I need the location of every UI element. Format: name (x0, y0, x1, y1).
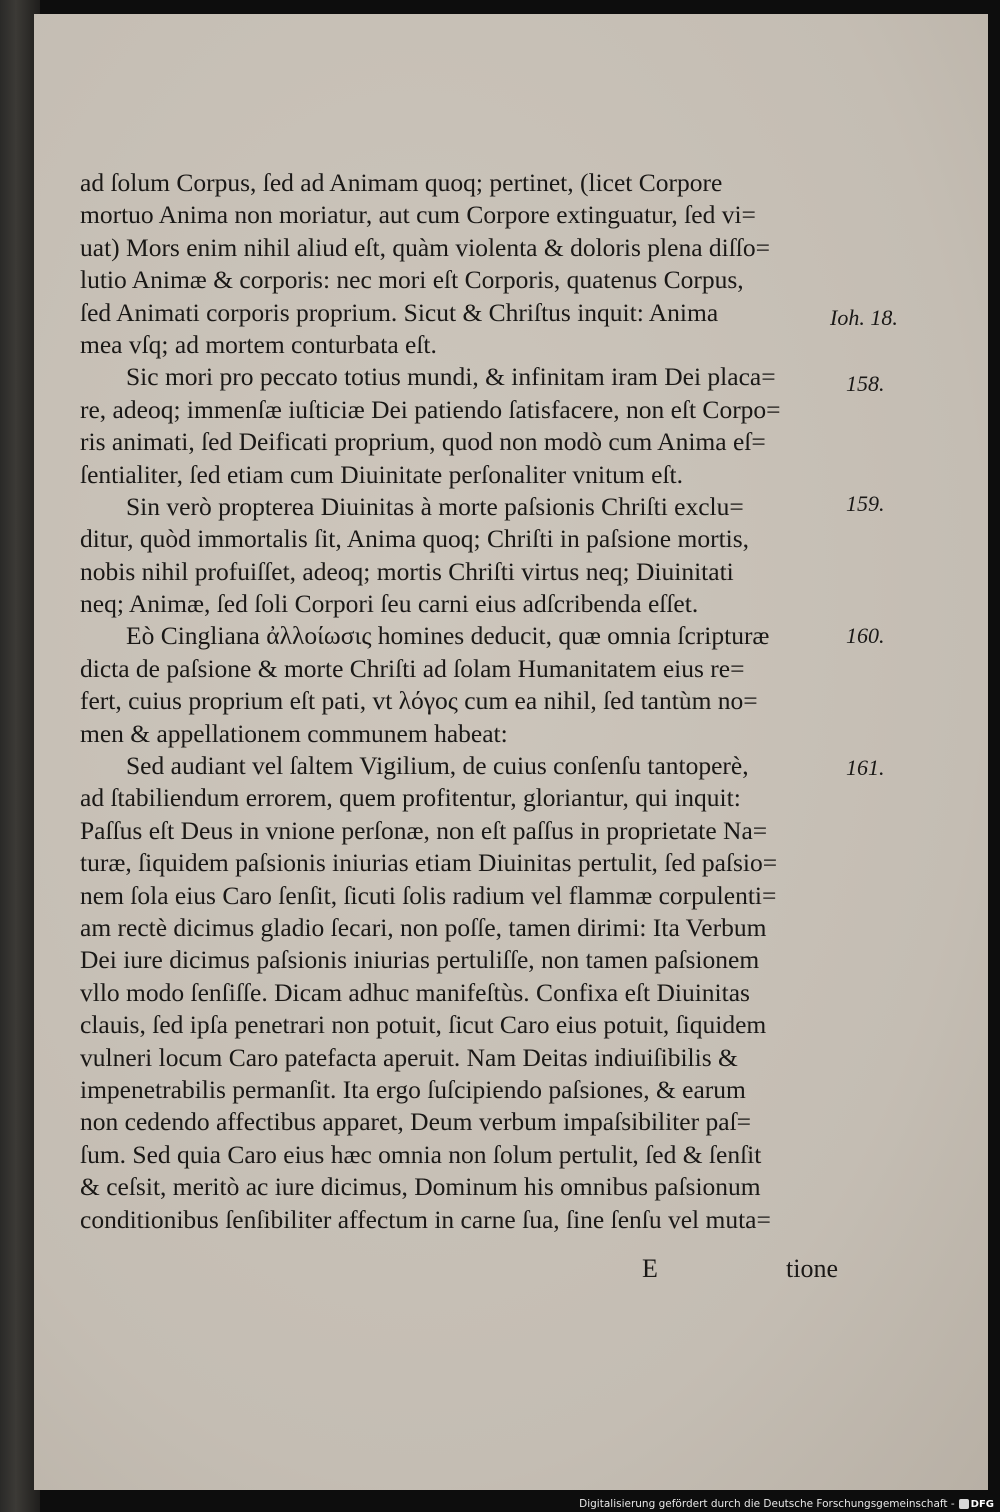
text-line: fert, cuius proprium eſt pati, vt λόγος cum ea nihil, ſed tantùm no= (80, 686, 758, 716)
text-line: neq; Animæ, ſed ſoli Corpori ſeu carni eius adſcribenda eſſet. (80, 589, 699, 619)
text-line: ſentialiter, ſed etiam cum Diuinitate perſonaliter vnitum eſt. (80, 459, 683, 489)
text-line: dicta de paſsione & morte Chriſti ad ſolam Humanitatem eius re= (80, 653, 745, 683)
text-line: ad ſolum Corpus, ſed ad Animam quoq; pertinet, (licet Corpore (80, 168, 723, 197)
text-line: re, adeoq; immenſæ iuſticiæ Dei patiendo ſatisfacere, non eſt Corpo= (80, 394, 781, 424)
text-line: ditur, quòd immortalis ſit, Anima quoq; Chriſti in paſsione mortis, (80, 524, 750, 554)
text-line: men & appellationem communem habeat: (80, 718, 508, 748)
margin-note-number: 160. (846, 623, 885, 648)
text-line: impenetrabilis permanſit. Ita ergo ſuſcipiendo paſsiones, & earum (80, 1074, 746, 1104)
text-line: uat) Mors enim nihil aliud eſt, quàm violenta & doloris plena diſſo= (80, 232, 771, 262)
text-line: am rectè dicimus gladio ſecari, non poſſe, tamen dirimi: Ita Verbum (80, 912, 767, 942)
catchword: tione (786, 1254, 838, 1283)
margin-note-scripture: Ioh. 18. (830, 305, 898, 330)
text-line: turæ, ſiquidem paſsionis iniurias etiam Diuinitas pertulit, ſed paſsio= (80, 848, 778, 878)
margin-note-number: 161. (846, 755, 885, 780)
text-line: Eò Cingliana ἀλλοίωσις homines deducit, quæ omnia ſcripturæ (126, 621, 770, 651)
signature-mark: E (642, 1254, 658, 1283)
text-line: mea vſq; ad mortem conturbata eſt. (80, 329, 437, 359)
text-line: nobis nihil profuiſſet, adeoq; mortis Chriſti virtus neq; Diuinitati (80, 556, 734, 586)
text-line: ſum. Sed quia Caro eius hæc omnia non ſolum pertulit, ſed & ſenſit (80, 1139, 762, 1169)
dfg-logo-text: DFG (970, 1498, 994, 1510)
text-line: non cedendo affectibus apparet, Deum verbum impaſsibiliter paſ= (80, 1107, 752, 1137)
text-line: ad ſtabiliendum errorem, quem profitentur, gloriantur, qui inquit: (80, 783, 741, 813)
text-line: nem ſola eius Caro ſenſit, ſicuti ſolis radium vel flammæ corpulenti= (80, 880, 777, 910)
text-line: Sic mori pro peccato totius mundi, & infinitam iram Dei placa= (126, 362, 776, 392)
text-line: ſed Animati corporis proprium. Sicut & Chriſtus inquit: Anima (80, 297, 719, 327)
page-text (80, 167, 870, 1236)
footer-credit: Digitalisierung gefördert durch die Deutsche Forschungsgemeinschaft - (579, 1498, 955, 1510)
text-line: conditionibus ſenſibiliter affectum in carne ſua, ſine ſenſu vel muta= (80, 1204, 771, 1234)
text-line: clauis, ſed ipſa penetrari non potuit, ſicut Caro eius potuit, ſiquidem (80, 1010, 767, 1040)
margin-note-number: 158. (846, 371, 885, 396)
dfg-logo (959, 1499, 994, 1510)
text-line: Dei iure dicimus paſsionis iniurias pertuliſſe, non tamen paſsionem (80, 945, 760, 975)
digitization-footer (579, 1498, 994, 1510)
book-page (34, 14, 988, 1490)
text-line: vllo modo ſenſiſſe. Dicam adhuc manifeſtùs. Confixa eſt Diuinitas (80, 977, 750, 1007)
text-line: Sed audiant vel ſaltem Vigilium, de cuius conſenſu tantoperè, (126, 751, 749, 781)
text-line: vulneri locum Caro patefacta aperuit. Nam Deitas indiuiſibilis & (80, 1042, 738, 1072)
text-line: Sin verò propterea Diuinitas à morte paſsionis Chriſti exclu= (126, 491, 744, 521)
dfg-logo-icon (959, 1499, 969, 1509)
text-line: mortuo Anima non moriatur, aut cum Corpore extinguatur, ſed vi= (80, 200, 756, 230)
text-line: & ceſsit, meritò ac iure dicimus, Dominum his omnibus paſsionum (80, 1172, 761, 1202)
text-line: ris animati, ſed Deificati proprium, quod non modò cum Anima eſ= (80, 427, 766, 457)
margin-note-number: 159. (846, 491, 885, 516)
text-line: lutio Animæ & corporis: nec mori eſt Corporis, quatenus Corpus, (80, 265, 744, 295)
text-line: Paſſus eſt Deus in vnione perſonæ, non eſt paſſus in proprietate Na= (80, 815, 768, 845)
